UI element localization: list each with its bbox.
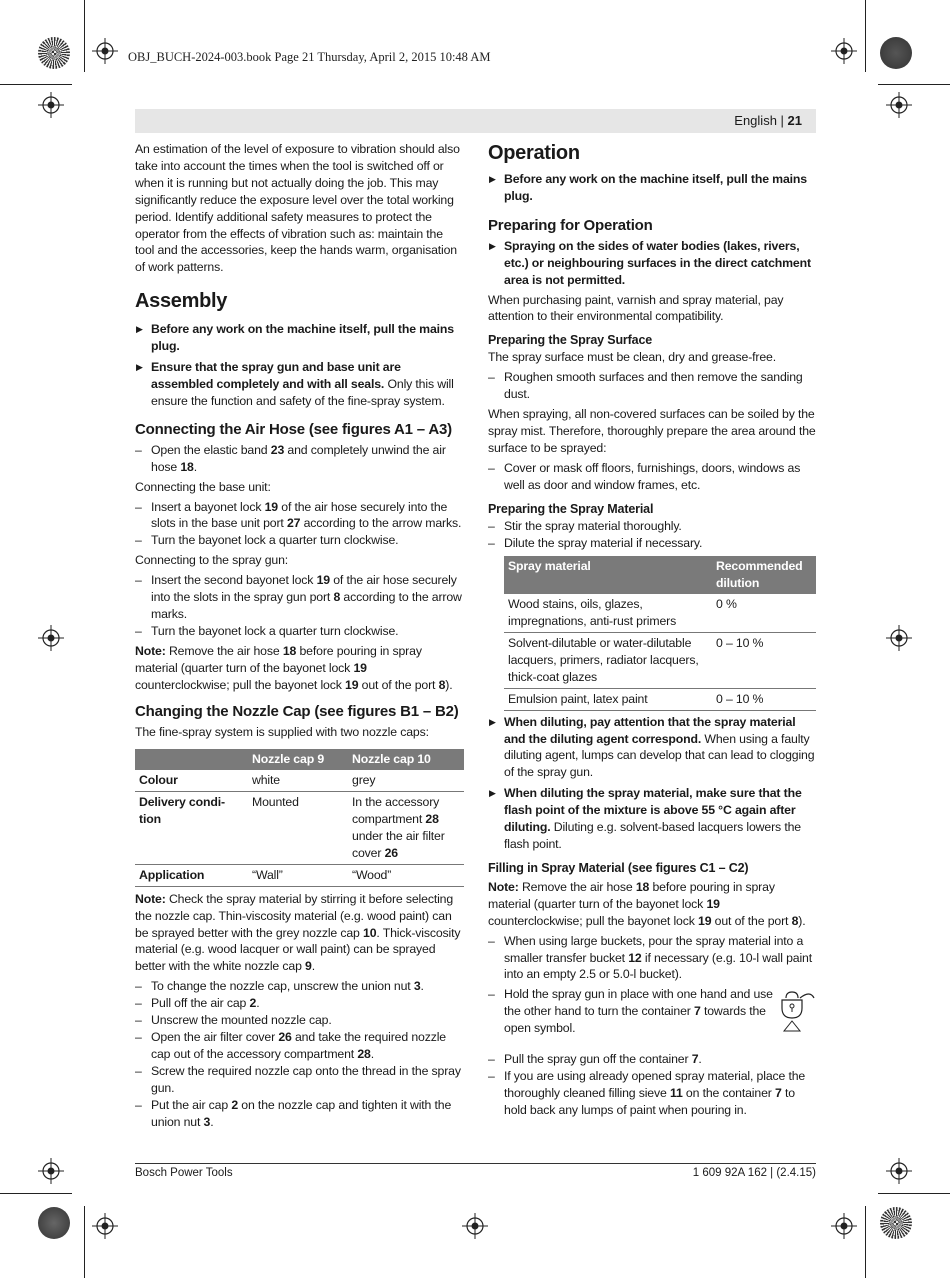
step-item: – When using large buckets, pour the spray material into a smaller transfer bucket 12 if necessary (e.g. 10-l wall paint into an empty 2.5 or 5.0-l bucket). [488, 933, 816, 984]
step-item: – Screw the required nozzle cap onto the thread in the spray gun. [135, 1063, 464, 1097]
warning-item: ▶ When diluting, pay attention that the spray material and the diluting agent correspond. When using a faulty diluting agent, lumps can develop that can lead to clogging of the spray gun. [488, 714, 816, 782]
registration-mark-icon [886, 625, 912, 651]
header-language: English [734, 113, 777, 128]
registration-mark-icon [92, 38, 118, 64]
table-header-row: Nozzle cap 9 Nozzle cap 10 [135, 749, 464, 770]
warning-item: ▶ Spraying on the sides of water bodies (lakes, rivers, etc.) or neighbouring surfaces in the direct catchment area is not permitted. [488, 238, 816, 289]
registration-mark-icon [38, 625, 64, 651]
page-header [135, 109, 816, 133]
registration-mark-icon [886, 92, 912, 118]
surface-heading: Preparing the Spray Surface [488, 333, 653, 348]
hose-heading: Connecting the Air Hose (see figures A1 – A3) [135, 420, 452, 438]
nozzle-intro: The fine-spray system is supplied with two nozzle caps: [135, 725, 429, 740]
step-item: – Cover or mask off floors, furnishings, doors, windows as well as door and window frames, etc. [488, 460, 816, 494]
prep-paragraph: When purchasing paint, varnish and spray material, pay attention to their environmental compatibility. [488, 292, 784, 324]
step-item: – Unscrew the mounted nozzle cap. [135, 1012, 464, 1029]
page-footer [135, 1163, 816, 1179]
step-item: – Stir the spray material thoroughly. [488, 518, 816, 535]
nozzle-table [135, 749, 464, 886]
warning-item: ▶ Ensure that the spray gun and base unit are assembled completely and with all seals. Only this will ensure the function and safety of the fine-spray system. [135, 359, 464, 410]
color-rosette-icon [880, 1207, 912, 1239]
step-item: – Pull the spray gun off the container 7. [488, 1051, 816, 1068]
warning-item: ▶ Before any work on the machine itself, pull the mains plug. [488, 171, 816, 205]
surface-paragraph: The spray surface must be clean, dry and grease-free. [488, 350, 777, 365]
subsection-label: Connecting the base unit: [135, 479, 271, 494]
step-item: – Hold the spray gun in place with one hand and use the other hand to turn the container 7 towards the open symbol. [488, 986, 776, 1037]
material-heading: Preparing the Spray Material [488, 501, 654, 516]
step-item: – Insert the second bayonet lock 19 of the air hose securely into the slots in the spray gun port 8 according to the arrow marks. [135, 572, 464, 623]
registration-mark-icon [831, 38, 857, 64]
warning-item: ▶ When diluting the spray material, make sure that the flash point of the mixture is above 55 °C again after diluting. Diluting e.g. solvent-based lacquers lowers the flash point. [488, 785, 816, 853]
registration-mark-icon [831, 1213, 857, 1239]
footer-brand: Bosch Power Tools [135, 1167, 233, 1179]
prep-heading: Preparing for Operation [488, 216, 653, 234]
table-row: Solvent-dilutable or water-dilutable lacquers, primers, radiator lacquers, thick-coat glazes 0 – 10 % [504, 633, 816, 689]
registration-mark-icon [92, 1213, 118, 1239]
open-lock-symbol-icon [780, 988, 816, 1032]
registration-mark-icon [886, 1158, 912, 1184]
step-item: – Open the elastic band 23 and completely unwind the air hose 18. [135, 442, 464, 476]
table-row: Wood stains, oils, glazes, impregnations, anti-rust primers 0 % [504, 594, 816, 632]
table-header-row: Spray material Recommended dilution [504, 556, 816, 594]
print-slug: OBJ_BUCH-2024-003.book Page 21 Thursday, April 2, 2015 10:48 AM [128, 50, 491, 64]
step-item: – To change the nozzle cap, unscrew the union nut 3. [135, 978, 464, 995]
step-item: – If you are using already opened spray material, place the thoroughly cleaned filling sieve 11 on the container 7 to hold back any lumps of paint when pouring in. [488, 1068, 816, 1119]
page-number: 21 [787, 113, 802, 128]
color-rosette-icon [880, 37, 912, 69]
registration-mark-icon [462, 1213, 488, 1239]
nozzle-heading: Changing the Nozzle Cap (see figures B1 – B2) [135, 703, 459, 721]
step-with-symbol [488, 986, 816, 1037]
step-item: – Roughen smooth surfaces and then remove the sanding dust. [488, 369, 816, 403]
surface-paragraph: When spraying, all non-covered surfaces can be soiled by the spray mist. Therefore, thoroughly prepare the area around the surface to be sprayed: [488, 407, 816, 455]
step-item: – Turn the bayonet lock a quarter turn clockwise. [135, 532, 464, 549]
warning-item: ▶ Before any work on the machine itself, pull the mains plug. [135, 321, 464, 355]
dilution-table [504, 556, 816, 710]
table-row: Delivery condi-tion Mounted In the accessory compartment 28 under the air filter cover 26 [135, 792, 464, 865]
registration-mark-icon [38, 92, 64, 118]
table-row: Application “Wall” “Wood” [135, 864, 464, 886]
nozzle-steps [135, 978, 464, 1130]
right-column [488, 141, 816, 1119]
note-paragraph: Note: Remove the air hose 18 before pouring in spray material (quarter turn of the bayonet lock 19 counterclockwise; pull the bayonet lock 19 out of the port 8). [135, 643, 453, 692]
header-separator: | [776, 113, 788, 128]
step-item: – Dilute the spray material if necessary. [488, 535, 816, 552]
operation-heading: Operation [488, 142, 580, 164]
step-item: – Open the air filter cover 26 and take the required nozzle cap out of the accessory compartment 28. [135, 1029, 464, 1063]
step-item: – Insert a bayonet lock 19 of the air hose securely into the slots in the base unit port 27 according to the arrow marks. [135, 499, 464, 533]
left-column [135, 141, 464, 1130]
step-item: – Put the air cap 2 on the nozzle cap and tighten it with the union nut 3. [135, 1097, 464, 1131]
color-rosette-icon [38, 1207, 70, 1239]
step-item: – Turn the bayonet lock a quarter turn clockwise. [135, 623, 464, 640]
vibration-paragraph: An estimation of the level of exposure to vibration should also take into account the times when the tool is switched off or when it is running but not actually doing the job. This may significantly reduce the exposure level over the total working period. Identify additional safety measures to protect the operator from the effects of vibration such as: maintain the tool and the accessories, keep the hands warm, organisation of work patterns. [135, 142, 460, 275]
note-paragraph: Note: Check the spray material by stirring it before selecting the nozzle cap. Thin-viscosity material (e.g. wood paint) can be sprayed better with the grey nozzle cap 10. Thick-viscosity material (e.g. wood lacquer or wall paint) can be sprayed better with the white nozzle cap 9. [135, 891, 461, 974]
assembly-heading: Assembly [135, 290, 228, 313]
color-rosette-icon [38, 37, 70, 69]
footer-doc-number: 1 609 92A 162 | (2.4.15) [692, 1167, 816, 1179]
table-row: Emulsion paint, latex paint 0 – 10 % [504, 688, 816, 710]
filling-heading: Filling in Spray Material (see figures C1 – C2) [488, 860, 749, 875]
subsection-label: Connecting to the spray gun: [135, 553, 289, 568]
step-item: – Pull off the air cap 2. [135, 995, 464, 1012]
note-paragraph: Note: Remove the air hose 18 before pouring in spray material (quarter turn of the bayonet lock 19 counterclockwise; pull the bayonet lock 19 out of the port 8). [488, 879, 806, 928]
registration-mark-icon [38, 1158, 64, 1184]
table-row: Colour white grey [135, 770, 464, 791]
